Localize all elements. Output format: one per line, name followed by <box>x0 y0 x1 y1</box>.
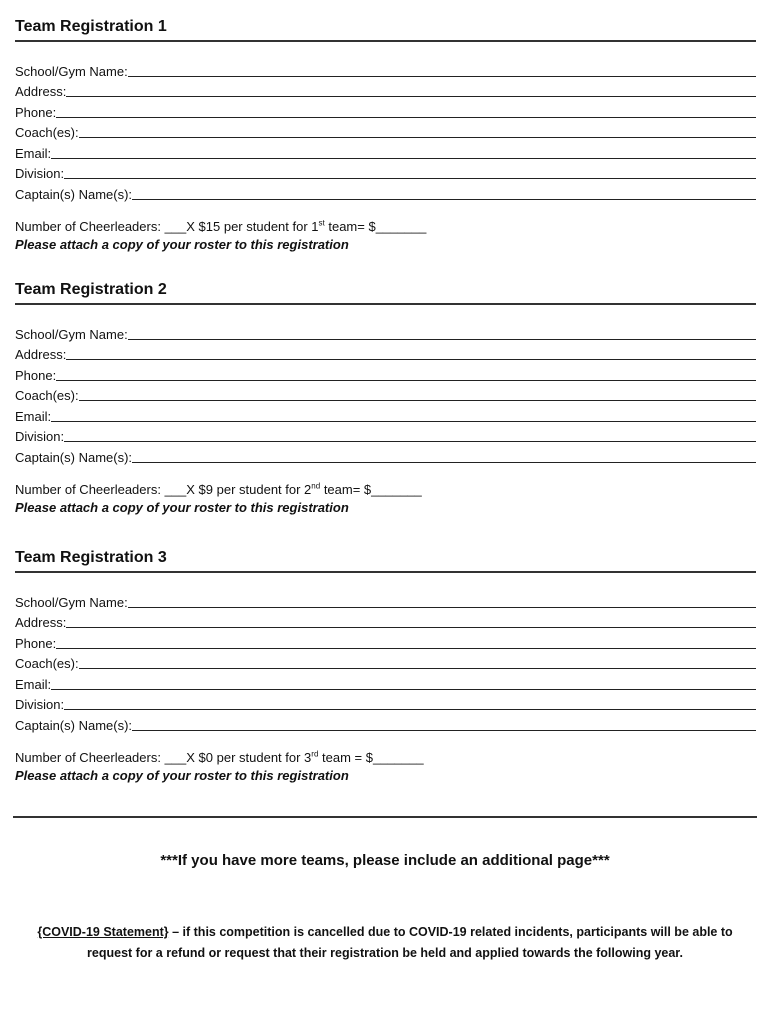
fill-in-line[interactable] <box>132 185 756 200</box>
count-total: team= $_______ <box>320 481 422 497</box>
fill-in-line[interactable] <box>128 325 756 340</box>
fill-in-line[interactable] <box>56 103 756 118</box>
field-list <box>15 321 756 465</box>
field-label: Captain(s) Name(s): <box>15 186 133 202</box>
field-label: Captain(s) Name(s): <box>15 449 133 465</box>
field-label: Phone: <box>15 367 57 383</box>
field-label: Address: <box>15 84 67 99</box>
school-gym-name-field[interactable] <box>15 58 756 79</box>
count-text: Number of Cheerleaders: ___X $0 per student for 3 <box>15 749 312 765</box>
field-list <box>15 589 756 733</box>
fill-in-line[interactable] <box>64 427 756 442</box>
section-title: Team Registration 2 <box>15 279 756 305</box>
coaches-field[interactable] <box>15 120 756 141</box>
ordinal-suffix: rd <box>311 749 319 759</box>
fill-in-line[interactable] <box>132 448 756 463</box>
email-field[interactable] <box>15 671 756 692</box>
roster-note: Please attach a copy of your roster to this registration <box>15 499 349 515</box>
fill-in-line[interactable] <box>66 345 756 360</box>
address-field[interactable] <box>15 342 756 363</box>
team-registration-3 <box>15 547 756 785</box>
field-label: Email: <box>15 145 52 161</box>
count-text: Number of Cheerleaders: ___X $9 per student for 2 <box>15 481 312 497</box>
field-label: Phone: <box>15 104 57 120</box>
fill-in-line[interactable] <box>51 675 756 690</box>
field-label: Division: <box>15 429 65 444</box>
field-label: Division: <box>15 166 65 181</box>
section-title: Team Registration 3 <box>15 547 756 573</box>
captains-field[interactable] <box>15 712 756 733</box>
fill-in-line[interactable] <box>64 164 756 179</box>
captains-field[interactable] <box>15 181 756 202</box>
phone-field[interactable] <box>15 99 756 120</box>
fill-in-line[interactable] <box>51 407 756 422</box>
field-label: Address: <box>15 615 67 630</box>
section-title: Team Registration 1 <box>15 16 756 42</box>
fill-in-line[interactable] <box>56 634 756 649</box>
count-text: Number of Cheerleaders: ___X $15 per student for 1 <box>15 218 319 234</box>
fill-in-line[interactable] <box>56 366 756 381</box>
field-label: School/Gym Name: <box>15 326 128 342</box>
ordinal-suffix: st <box>318 218 325 228</box>
count-total: team= $_______ <box>324 218 427 234</box>
roster-note: Please attach a copy of your roster to this registration <box>15 767 349 783</box>
field-label: Coach(es): <box>15 388 79 403</box>
address-field[interactable] <box>15 79 756 100</box>
cheerleader-count-line[interactable] <box>15 481 756 499</box>
field-list <box>15 58 756 202</box>
captains-field[interactable] <box>15 444 756 465</box>
count-total: team = $_______ <box>318 749 424 765</box>
more-teams-note: ***If you have more teams, please include an additional page*** <box>160 852 610 869</box>
covid-statement <box>15 922 755 964</box>
email-field[interactable] <box>15 140 756 161</box>
fill-in-line[interactable] <box>66 82 756 97</box>
field-label: Address: <box>15 347 67 362</box>
fill-in-line[interactable] <box>132 716 756 731</box>
field-label: Coach(es): <box>15 656 79 671</box>
coaches-field[interactable] <box>15 383 756 404</box>
cheerleader-count-line[interactable] <box>15 218 756 236</box>
field-label: Phone: <box>15 635 57 651</box>
division-field[interactable] <box>15 692 756 713</box>
cheerleader-count-line[interactable] <box>15 749 756 767</box>
fill-in-line[interactable] <box>79 123 756 138</box>
covid-statement-link[interactable]: {COVID-19 Statement} <box>37 925 169 939</box>
field-label: School/Gym Name: <box>15 63 128 79</box>
field-label: Division: <box>15 697 65 712</box>
division-field[interactable] <box>15 424 756 445</box>
fill-in-line[interactable] <box>79 386 756 401</box>
fill-in-line[interactable] <box>51 144 756 159</box>
ordinal-suffix: nd <box>311 481 321 491</box>
covid-statement-body: – if this competition is cancelled due to COVID-19 related incidents, participants will be able to request for a refund or request that their registration be held and applied towards the following year. <box>87 925 733 960</box>
section-divider <box>13 816 757 818</box>
phone-field[interactable] <box>15 630 756 651</box>
field-label: Email: <box>15 408 52 424</box>
field-label: Email: <box>15 676 52 692</box>
roster-note: Please attach a copy of your roster to this registration <box>15 236 349 252</box>
field-label: Coach(es): <box>15 125 79 140</box>
fill-in-line[interactable] <box>128 62 756 77</box>
fill-in-line[interactable] <box>79 654 756 669</box>
school-gym-name-field[interactable] <box>15 589 756 610</box>
team-registration-1 <box>15 16 756 254</box>
field-label: Captain(s) Name(s): <box>15 717 133 733</box>
email-field[interactable] <box>15 403 756 424</box>
phone-field[interactable] <box>15 362 756 383</box>
fill-in-line[interactable] <box>128 593 756 608</box>
coaches-field[interactable] <box>15 651 756 672</box>
school-gym-name-field[interactable] <box>15 321 756 342</box>
division-field[interactable] <box>15 161 756 182</box>
address-field[interactable] <box>15 610 756 631</box>
fill-in-line[interactable] <box>64 695 756 710</box>
team-registration-2 <box>15 279 756 517</box>
fill-in-line[interactable] <box>66 613 756 628</box>
field-label: School/Gym Name: <box>15 594 128 610</box>
